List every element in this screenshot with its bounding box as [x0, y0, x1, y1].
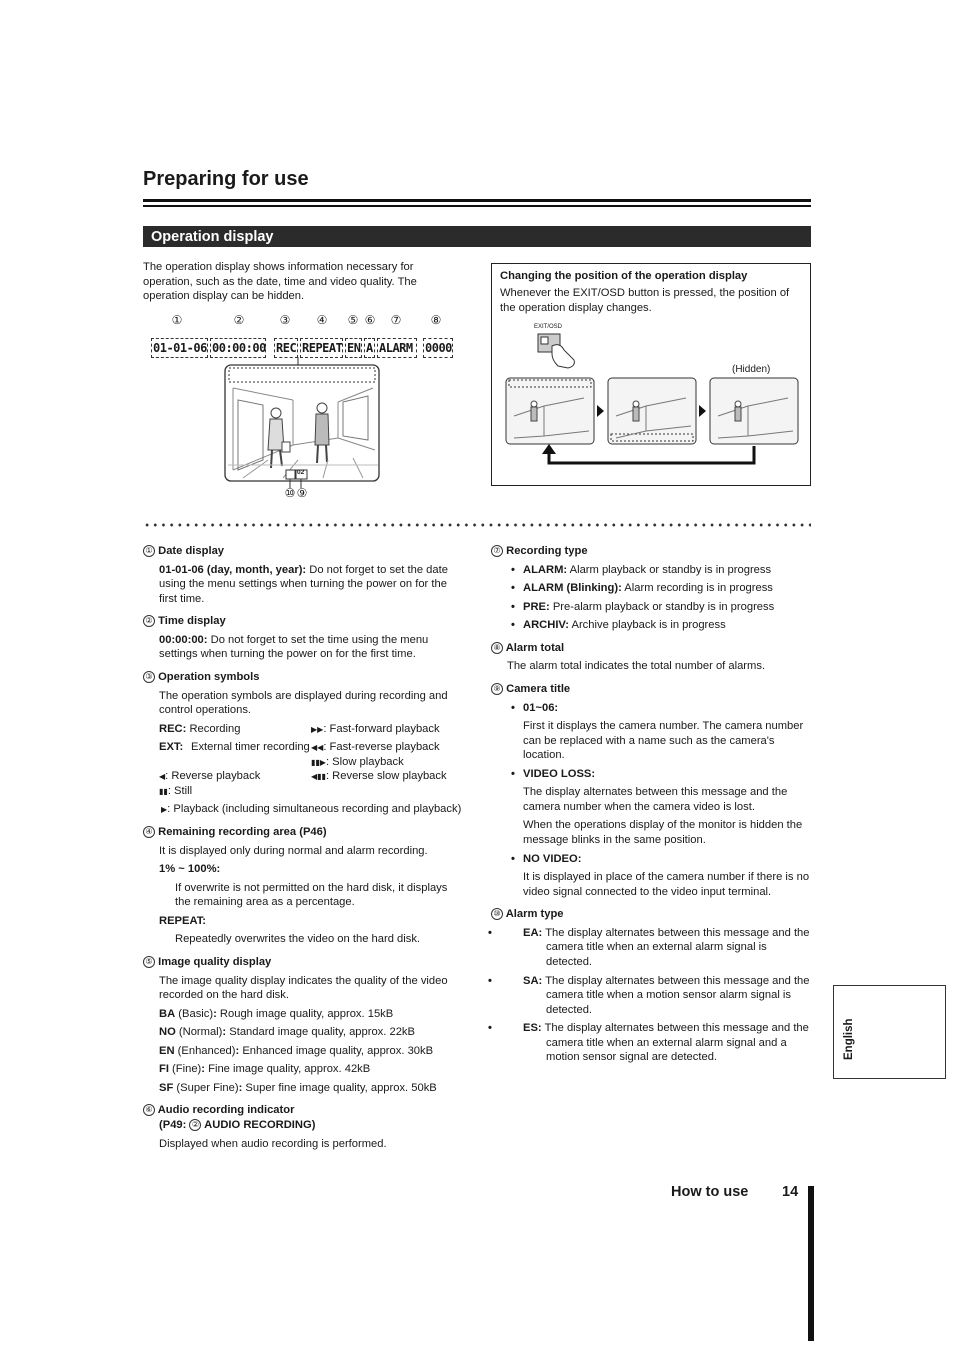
title-rule [143, 199, 811, 202]
callout-1: ① [171, 313, 183, 327]
recording-type-alarm: • ALARM: Alarm playback or standby is in progress [491, 563, 811, 578]
callout-8: ⑧ [430, 313, 442, 327]
osd-alarm-total: 0000 [423, 338, 453, 358]
percent-text: If overwrite is not permitted on the hard disk, it displays the remaining area as a percentage. [175, 881, 448, 909]
symbol-row-4: ◀: Reverse playback ◀▮▮: Reverse slow playback [159, 770, 447, 783]
still-icon: ▮▮ [159, 786, 168, 796]
item-audio-heading: ⑥ Audio recording indicator [143, 1103, 463, 1118]
callout-2: ② [233, 313, 245, 327]
page-number: 14 [782, 1184, 799, 1200]
camera-number-label: 02 [297, 469, 305, 476]
alarm-type-es: • ES: The display alternates between this message and the camera title when an external alarm signal and a motion sensor signal are detected. [491, 1021, 811, 1065]
item-recording-type-heading: ⑦ Recording type [491, 544, 811, 559]
osd-date: 01-01-06 [151, 338, 208, 358]
item-camera-title-heading: ⑨ Camera title [491, 682, 811, 697]
callout-10: ⑩ [284, 486, 296, 500]
camera-title-no-video: • NO VIDEO: [491, 852, 811, 867]
osd-recording-type: ALARM [377, 338, 417, 358]
callout-3: ③ [279, 313, 291, 327]
recording-type-archiv: • ARCHIV: Archive playback is in progress [491, 618, 811, 633]
percent-label: 1% ~ 100%: [159, 863, 221, 876]
callout-5: ⑤ [347, 313, 359, 327]
symbol-row-6: ▶: Playback (including simultaneous recording and playback) [161, 803, 462, 816]
quality-super-fine: SF (Super Fine): Super fine image quality, approx. 50kB [159, 1081, 437, 1094]
left-column [143, 544, 463, 1151]
item-audio-text: Displayed when audio recording is performed. [159, 1137, 387, 1150]
callout-4: ④ [316, 313, 328, 327]
callout-7: ⑦ [390, 313, 402, 327]
fast-reverse-icon: ◀◀ [311, 743, 324, 753]
item-image-quality-heading: ⑤ Image quality display [143, 955, 463, 970]
footer-bar [808, 1186, 814, 1341]
info-box [491, 263, 811, 486]
camera-title-01-06: • 01~06: [491, 701, 811, 716]
quality-basic: BA (Basic): Rough image quality, approx. 15kB [159, 1007, 394, 1020]
no-video-text: It is displayed in place of the camera number if there is no video signal connected to the video input terminal. [523, 871, 810, 898]
language-tab: English [833, 985, 946, 1079]
repeat-text: Repeatedly overwrites the video on the hard disk. [175, 933, 421, 946]
page-title: Preparing for use [143, 168, 309, 190]
symbol-row-5: ▮▮: Still [159, 784, 193, 797]
item-alarm-total-heading: ⑧ Alarm total [491, 641, 811, 656]
position-sequence-illustration [504, 376, 800, 471]
info-box-text: Whenever the EXIT/OSD button is pressed, the position of the operation display changes. [500, 287, 790, 314]
item-date-text: 01-01-06 (day, month, year): Do not forget to set the date using the menu settings when turning the power on for the first time. [159, 563, 448, 605]
callout-9: ⑨ [296, 486, 308, 500]
item-alarm-total-text: The alarm total indicates the total number of alarms. [507, 660, 766, 673]
footer-section: How to use [671, 1184, 749, 1200]
symbol-row-1: REC: Recording ▶▶: Fast-forward playback [159, 722, 440, 735]
callout-6: ⑥ [364, 313, 376, 327]
play-icon: ▶ [161, 805, 168, 815]
osd-time: 00:00:00 [210, 338, 266, 358]
osd-bar [151, 338, 453, 358]
recording-type-pre: • PRE: Pre-alarm playback or standby is in progress [491, 600, 811, 615]
camera-title-video-loss: • VIDEO LOSS: [491, 767, 811, 782]
osd-operation-symbol: REC [274, 338, 298, 358]
repeat-label: REPEAT: [159, 914, 207, 927]
reverse-playback-icon: ◀ [159, 772, 166, 782]
quality-normal: NO (Normal): Standard image quality, approx. 22kB [159, 1026, 415, 1039]
item-remaining-area-text: It is displayed only during normal and alarm recording. [159, 844, 428, 857]
item-image-quality-text: The image quality display indicates the quality of the video recorded on the hard disk. [159, 974, 448, 1002]
osd-audio-indicator: A [364, 338, 375, 358]
hidden-label: (Hidden) [732, 364, 771, 375]
audio-reference: (P49: ② AUDIO RECORDING) [159, 1119, 316, 1131]
quality-enhanced: EN (Enhanced): Enhanced image quality, approx. 30kB [159, 1044, 434, 1057]
osd-image-quality: EN [345, 338, 362, 358]
video-loss-text-2: When the operations display of the monitor is hidden the message blinks in the same position. [523, 819, 803, 846]
item-date-heading: ① Date display [143, 544, 463, 559]
quality-fine: FI (Fine): Fine image quality, approx. 42kB [159, 1063, 371, 1076]
item-time-text: 00:00:00: Do not forget to set the time using the menu settings when turning the power on for the first time. [159, 633, 429, 661]
info-box-title: Changing the position of the operation display [500, 270, 748, 282]
section-heading: Operation display [143, 226, 811, 247]
exit-osd-button-illustration [532, 332, 592, 372]
title-rule-secondary [143, 205, 811, 207]
symbol-row-3: ▮▮▶: Slow playback [311, 755, 404, 768]
recording-type-alarm-blinking: • ALARM (Blinking): Alarm recording is in progress [491, 581, 811, 596]
item-alarm-type-heading: ⑩ Alarm type [491, 907, 811, 922]
reverse-slow-icon: ◀▮▮ [311, 772, 326, 782]
camera-title-01-06-text: First it displays the camera number. The camera number can be replaced with a name such as the camera's location. [523, 720, 804, 762]
osd-remaining-area: REPEAT [300, 338, 343, 358]
dotted-divider [143, 522, 811, 528]
exit-osd-label: EXIT/OSD [534, 324, 563, 330]
fast-forward-icon: ▶▶ [311, 724, 324, 734]
alarm-type-ea: • EA: The display alternates between this message and the camera title when an external alarm signal is detected. [491, 926, 811, 970]
alarm-type-sa: • SA: The display alternates between this message and the camera title when a motion sensor alarm signal is detected. [491, 974, 811, 1018]
item-remaining-area-heading: ④ Remaining recording area (P46) [143, 825, 463, 840]
video-loss-text-1: The display alternates between this message and the camera number when the camera video is lost. [523, 786, 788, 813]
slow-playback-icon: ▮▮▶ [311, 757, 326, 767]
right-column [491, 544, 811, 1065]
item-time-heading: ② Time display [143, 614, 463, 629]
item-operation-symbols-text: The operation symbols are displayed during recording and control operations. [159, 689, 448, 717]
symbol-row-2: EXT: External timer recording ◀◀: Fast-reverse playback [159, 741, 440, 754]
item-operation-symbols-heading: ③ Operation symbols [143, 670, 463, 685]
intro-text: The operation display shows information necessary for operation, such as the date, time and video quality. The operation display can be hidden. [143, 261, 417, 303]
